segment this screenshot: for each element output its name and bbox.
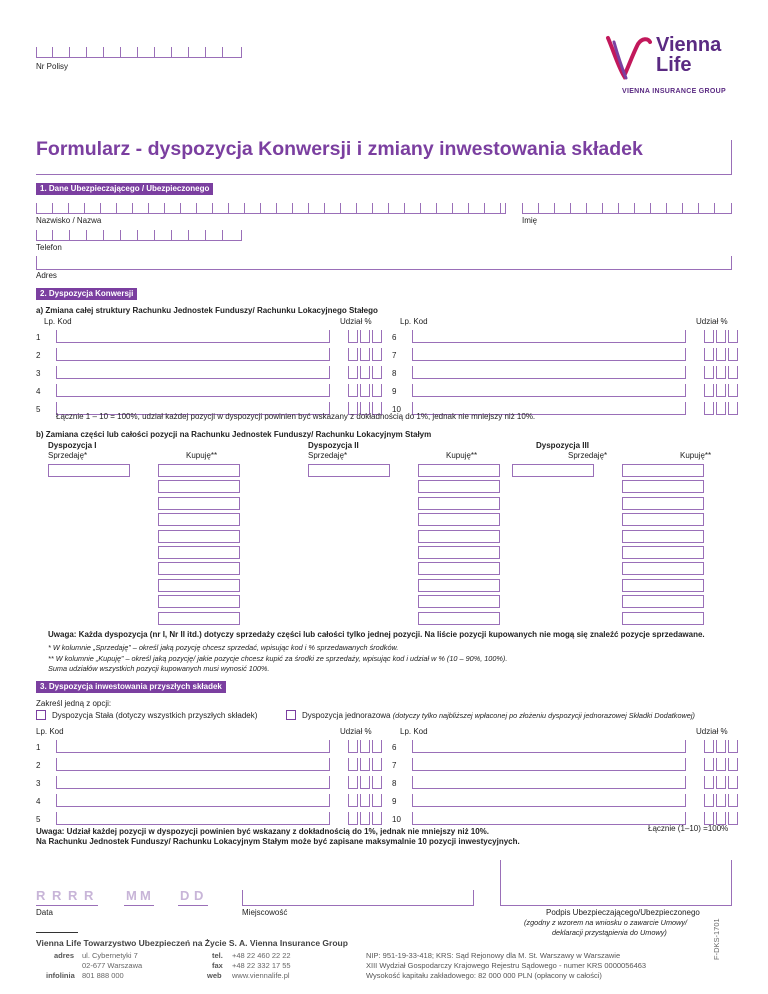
- footer-rule: [36, 932, 78, 933]
- s3-udzial-header-right: Udział %: [696, 727, 728, 736]
- s2a-row-left-4-percent-digit-3[interactable]: [372, 384, 382, 397]
- one-time-disposition-note: (dotyczy tylko najbliższej wpłaconej po złożeniu dyspozycji jednorazowej Składki Dodatkowej): [392, 711, 695, 720]
- surname-field[interactable]: [36, 200, 506, 214]
- date-char-year-1: R: [36, 888, 46, 903]
- disp3-buy-field-10[interactable]: [622, 612, 704, 625]
- s3-row-right-9-number: 9: [392, 797, 397, 806]
- s3-row-right-6-percent-digit-1[interactable]: [704, 740, 714, 753]
- disposition-3-title: Dyspozycja III: [536, 441, 589, 450]
- s2a-row-left-3-number: 3: [36, 369, 41, 378]
- disp2-buy-field-9[interactable]: [418, 595, 500, 608]
- section-2b-footnote-1: * W kolumnie „Sprzedaję” – określ jaką pozycję chcesz sprzedać, wpisując kod i % sprzedawanych środków.: [48, 643, 399, 652]
- disp1-buy-field-10[interactable]: [158, 612, 240, 625]
- disp2-buy-field-5[interactable]: [418, 530, 500, 543]
- policy-number-field[interactable]: [36, 44, 242, 58]
- s3-row-left-5-code-field[interactable]: [56, 812, 330, 825]
- s2a-row-right-8-number: 8: [392, 369, 397, 378]
- disp2-buy-field-1[interactable]: [418, 464, 500, 477]
- s3-row-left-2-number: 2: [36, 761, 41, 770]
- firstname-field[interactable]: [522, 200, 732, 214]
- s2a-row-left-3-percent-digit-2[interactable]: [360, 366, 370, 379]
- s3-row-left-1-percent-digit-3[interactable]: [372, 740, 382, 753]
- s3-row-left-4-number: 4: [36, 797, 41, 806]
- s3-row-right-7-code-field[interactable]: [412, 758, 686, 771]
- s2a-row-right-9-percent-digit-1[interactable]: [704, 384, 714, 397]
- s2a-row-left-5-number: 5: [36, 405, 41, 414]
- s3-row-right-6-code-field[interactable]: [412, 740, 686, 753]
- address-field[interactable]: [36, 256, 732, 270]
- s3-row-left-1-number: 1: [36, 743, 41, 752]
- disp3-buy-field-4[interactable]: [622, 513, 704, 526]
- s2a-row-left-1-percent-digit-2[interactable]: [360, 330, 370, 343]
- disp2-buy-field-4[interactable]: [418, 513, 500, 526]
- section-3-warning-2: Na Rachunku Jednostek Funduszy/ Rachunku Lokacyjnym Stałym może być zapisane maksymalnie 10 pozycji inwestycyjnych.: [36, 837, 520, 846]
- disp1-buy-field-3[interactable]: [158, 497, 240, 510]
- phone-label: Telefon: [36, 243, 62, 252]
- s3-row-right-9-code-field[interactable]: [412, 794, 686, 807]
- hotline-label: infolinia: [46, 971, 75, 980]
- s3-row-right-10-number: 10: [392, 815, 401, 824]
- s2a-row-right-9-number: 9: [392, 387, 397, 396]
- s2a-row-left-1-code-field[interactable]: [56, 330, 330, 343]
- web-label: web: [207, 971, 222, 980]
- s3-row-right-7-number: 7: [392, 761, 397, 770]
- disp1-buy-field-7[interactable]: [158, 562, 240, 575]
- logo-text-vienna: Vienna: [656, 34, 722, 56]
- s3-row-right-7-percent-digit-1[interactable]: [704, 758, 714, 771]
- s2a-row-right-9-percent-digit-2[interactable]: [716, 384, 726, 397]
- s2a-row-left-2-number: 2: [36, 351, 41, 360]
- date-char-day-2: D: [194, 888, 204, 903]
- s3-row-left-1-percent-digit-1[interactable]: [348, 740, 358, 753]
- disp2-buy-field-6[interactable]: [418, 546, 500, 559]
- s2a-row-right-7-code-field[interactable]: [412, 348, 686, 361]
- s3-row-left-3-number: 3: [36, 779, 41, 788]
- tel-label: tel.: [212, 951, 223, 960]
- s3-row-right-9-percent-digit-3[interactable]: [728, 794, 738, 807]
- disp2-buy-label: Kupuję**: [446, 451, 478, 460]
- s3-row-right-8-percent-digit-3[interactable]: [728, 776, 738, 789]
- s3-row-right-8-percent-digit-1[interactable]: [704, 776, 714, 789]
- logo-mark-icon: [600, 32, 652, 84]
- nip-krs-line: NIP: 951-19-33-418; KRS: Sąd Rejonowy dla M. St. Warszawy w Warszawie: [366, 951, 621, 960]
- section-1-heading: 1. Dane Ubezpieczającego / Ubezpieczonego: [36, 183, 213, 195]
- s2a-row-right-8-code-field[interactable]: [412, 366, 686, 379]
- date-field[interactable]: [36, 888, 210, 904]
- s2a-row-right-9-percent-digit-3[interactable]: [728, 384, 738, 397]
- s2a-row-right-10-percent-digit-1[interactable]: [704, 402, 714, 415]
- s3-row-right-9-percent-digit-2[interactable]: [716, 794, 726, 807]
- s3-row-left-3-percent-digit-3[interactable]: [372, 776, 382, 789]
- date-char-month-1: M: [126, 888, 137, 903]
- title-rule: [731, 140, 732, 174]
- lp-kod-header-left: Lp. Kod: [44, 317, 72, 326]
- date-char-year-3: R: [68, 888, 78, 903]
- s2a-row-left-1-percent-digit-1[interactable]: [348, 330, 358, 343]
- disp3-sell-field[interactable]: [512, 464, 594, 477]
- disp2-buy-field-7[interactable]: [418, 562, 500, 575]
- s2a-row-right-9-code-field[interactable]: [412, 384, 686, 397]
- disp2-buy-field-8[interactable]: [418, 579, 500, 592]
- firstname-label: Imię: [522, 216, 538, 225]
- section-3-heading: 3. Dyspozycja inwestowania przyszłych składek: [36, 681, 226, 693]
- s2a-row-right-6-percent-digit-1[interactable]: [704, 330, 714, 343]
- s2a-row-right-7-percent-digit-1[interactable]: [704, 348, 714, 361]
- date-char-day-1: D: [180, 888, 190, 903]
- udzial-header-right: Udział %: [696, 317, 728, 326]
- logo-text-life: Life: [656, 54, 692, 76]
- signature-note-2: deklaracji przystąpienia do Umowy): [552, 928, 667, 937]
- s3-row-left-2-percent-digit-1[interactable]: [348, 758, 358, 771]
- disp2-sell-label: Sprzedaję*: [308, 451, 348, 460]
- s3-row-right-10-code-field[interactable]: [412, 812, 686, 825]
- tel-number: +48 22 460 22 22: [232, 951, 291, 960]
- date-label: Data: [36, 908, 53, 917]
- disp3-buy-field-5[interactable]: [622, 530, 704, 543]
- place-label: Miejscowość: [242, 908, 288, 917]
- signature-label: Podpis Ubezpieczającego/Ubezpieczonego: [546, 908, 700, 917]
- disp1-buy-field-5[interactable]: [158, 530, 240, 543]
- s3-row-left-2-percent-digit-3[interactable]: [372, 758, 382, 771]
- disp3-buy-label: Kupuję**: [680, 451, 712, 460]
- s3-row-left-2-percent-digit-2[interactable]: [360, 758, 370, 771]
- signature-field[interactable]: [500, 860, 732, 906]
- s3-row-right-6-percent-digit-2[interactable]: [716, 740, 726, 753]
- date-char-year-2: R: [52, 888, 62, 903]
- s3-row-right-9-percent-digit-1[interactable]: [704, 794, 714, 807]
- disposition-2-title: Dyspozycja II: [308, 441, 359, 450]
- s3-row-right-10-percent-digit-3[interactable]: [728, 812, 738, 825]
- logo-group-text: VIENNA INSURANCE GROUP: [622, 88, 726, 95]
- disp2-buy-field-2[interactable]: [418, 480, 500, 493]
- s2a-row-left-3-percent-digit-3[interactable]: [372, 366, 382, 379]
- s3-row-left-4-percent-digit-1[interactable]: [348, 794, 358, 807]
- surname-label: Nazwisko / Nazwa: [36, 216, 102, 225]
- fax-number: +48 22 332 17 55: [232, 961, 291, 970]
- date-char-year-4: R: [84, 888, 94, 903]
- s2a-row-right-10-percent-digit-2[interactable]: [716, 402, 726, 415]
- s2a-row-left-2-percent-digit-2[interactable]: [360, 348, 370, 361]
- disp1-buy-field-1[interactable]: [158, 464, 240, 477]
- s2a-row-right-6-percent-digit-2[interactable]: [716, 330, 726, 343]
- s2a-row-right-8-percent-digit-2[interactable]: [716, 366, 726, 379]
- section-2b-footnote-2: ** W kolumnie „Kupuję” – określ jaką pozycję/ jakie pozycje chcesz kupić za środki ze sprzedaży, wpisując kod i udział w % (10 – 90%, 100%).: [48, 654, 508, 663]
- one-time-disposition-label: Dyspozycja jednorazowa (dotyczy tylko najbliższej wpłaconej po złożeniu dyspozycji jednorazowej Składki Dodatkowej): [302, 711, 695, 720]
- s3-row-left-3-percent-digit-1[interactable]: [348, 776, 358, 789]
- s2a-row-left-1-number: 1: [36, 333, 41, 342]
- section-2b-title: b) Zamiana części lub całości pozycji na Rachunku Jednostek Funduszy/ Rachunku Lokacyjnym Stałym: [36, 430, 432, 439]
- s3-lp-kod-header-right: Lp. Kod: [400, 727, 428, 736]
- s2a-row-right-10-number: 10: [392, 405, 401, 414]
- s2a-row-left-4-percent-digit-1[interactable]: [348, 384, 358, 397]
- s2a-row-left-1-percent-digit-3[interactable]: [372, 330, 382, 343]
- disp3-buy-field-1[interactable]: [622, 464, 704, 477]
- lp-kod-header-right: Lp. Kod: [400, 317, 428, 326]
- disp2-buy-field-10[interactable]: [418, 612, 500, 625]
- s3-udzial-header-left: Udział %: [340, 727, 372, 736]
- disp3-buy-field-8[interactable]: [622, 579, 704, 592]
- section-3-warning-1: Uwaga: Udział każdej pozycji w dyspozycji powinien być wskazany z dokładnością do 1%, jednak nie mniejszy niż 10%.: [36, 827, 490, 836]
- s3-row-left-4-percent-digit-3[interactable]: [372, 794, 382, 807]
- s2a-row-right-6-code-field[interactable]: [412, 330, 686, 343]
- s2a-row-left-2-percent-digit-1[interactable]: [348, 348, 358, 361]
- section-3-total: Łącznie (1–10) =100%: [648, 824, 729, 833]
- vienna-life-logo: [600, 30, 732, 100]
- s3-lp-kod-header-left: Lp. Kod: [36, 727, 64, 736]
- address-line-2: 02-677 Warszawa: [82, 961, 143, 970]
- company-name: Vienna Life Towarzystwo Ubezpieczeń na Życie S. A. Vienna Insurance Group: [36, 938, 348, 948]
- section-2b-warning: Uwaga: Każda dyspozycja (nr I, Nr II itd.) dotyczy sprzedaży części lub całości tylko jednej pozycji. Na liście pozycji kupowanych nie mogą się znaleźć pozycje sprzedawane.: [48, 630, 705, 639]
- s2a-row-right-7-percent-digit-3[interactable]: [728, 348, 738, 361]
- s3-row-right-7-percent-digit-3[interactable]: [728, 758, 738, 771]
- s2a-row-right-8-percent-digit-3[interactable]: [728, 366, 738, 379]
- s3-row-right-8-number: 8: [392, 779, 397, 788]
- choose-option-label: Zakreśl jedną z opcji:: [36, 699, 112, 708]
- address-label: Adres: [36, 271, 57, 280]
- s3-row-left-3-percent-digit-2[interactable]: [360, 776, 370, 789]
- krs-line: XIII Wydział Gospodarczy Krajowego Rejestru Sądowego - numer KRS 0000056463: [366, 961, 647, 970]
- disp3-buy-field-2[interactable]: [622, 480, 704, 493]
- section-2b-footnote-3: Suma udziałów wszystkich pozycji kupowanych musi wynosić 100%.: [48, 664, 270, 673]
- s3-row-left-5-percent-digit-1[interactable]: [348, 812, 358, 825]
- s2a-row-right-7-percent-digit-2[interactable]: [716, 348, 726, 361]
- s3-row-left-5-percent-digit-2[interactable]: [360, 812, 370, 825]
- s2a-row-left-2-code-field[interactable]: [56, 348, 330, 361]
- s3-row-left-4-percent-digit-2[interactable]: [360, 794, 370, 807]
- address-label-footer: adres: [54, 951, 75, 960]
- place-field[interactable]: [242, 890, 474, 906]
- disp1-buy-field-6[interactable]: [158, 546, 240, 559]
- s3-row-left-3-code-field[interactable]: [56, 776, 330, 789]
- fax-label: fax: [212, 961, 223, 970]
- s2a-row-left-3-code-field[interactable]: [56, 366, 330, 379]
- disp2-sell-field[interactable]: [308, 464, 390, 477]
- disp2-buy-field-3[interactable]: [418, 497, 500, 510]
- policy-label: Nr Polisy: [36, 62, 69, 71]
- disp1-buy-field-4[interactable]: [158, 513, 240, 526]
- s2a-row-left-3-percent-digit-1[interactable]: [348, 366, 358, 379]
- signature-note-1: (zgodny z wzorem na wniosku o zawarcie Umowy/: [524, 918, 688, 927]
- s2a-row-right-10-percent-digit-3[interactable]: [728, 402, 738, 415]
- disp1-buy-field-9[interactable]: [158, 595, 240, 608]
- s2a-row-left-4-code-field[interactable]: [56, 384, 330, 397]
- disp1-buy-field-8[interactable]: [158, 579, 240, 592]
- section-2-heading: 2. Dyspozycja Konwersji: [36, 288, 137, 300]
- date-char-month-2: M: [140, 888, 151, 903]
- disp1-sell-label: Sprzedaję*: [48, 451, 88, 460]
- hotline-number: 801 888 000: [82, 971, 124, 980]
- section-2a-note: Łącznie 1 – 10 = 100%, udział każdej pozycji w dyspozycji powinien być wskazany z dokładnością do 1%, jednak nie mniejszy niż 10%.: [56, 412, 536, 421]
- s2a-row-right-6-number: 6: [392, 333, 397, 342]
- s2a-row-left-2-percent-digit-3[interactable]: [372, 348, 382, 361]
- s3-row-right-8-percent-digit-2[interactable]: [716, 776, 726, 789]
- s3-row-left-5-percent-digit-3[interactable]: [372, 812, 382, 825]
- phone-field[interactable]: [36, 227, 242, 241]
- page-title: Formularz - dyspozycja Konwersji i zmiany inwestowania składek: [36, 138, 643, 160]
- s3-row-left-5-number: 5: [36, 815, 41, 824]
- disp3-buy-field-3[interactable]: [622, 497, 704, 510]
- s3-row-right-6-number: 6: [392, 743, 397, 752]
- s3-row-left-1-code-field[interactable]: [56, 740, 330, 753]
- s3-row-left-1-percent-digit-2[interactable]: [360, 740, 370, 753]
- s2a-row-right-6-percent-digit-3[interactable]: [728, 330, 738, 343]
- section-2a-title: a) Zmiana całej struktury Rachunku Jednostek Funduszy/ Rachunku Lokacyjnego Stałego: [36, 306, 378, 315]
- s3-row-left-2-code-field[interactable]: [56, 758, 330, 771]
- web-address[interactable]: www.viennalife.pl: [232, 971, 290, 980]
- form-code: F-DKS-1701: [712, 918, 721, 960]
- s3-row-right-8-code-field[interactable]: [412, 776, 686, 789]
- capital-line: Wysokość kapitału zakładowego: 82 000 000 PLN (opłacony w całości): [366, 971, 602, 980]
- standing-disposition-label: Dyspozycja Stała (dotyczy wszystkich przyszłych składek): [52, 711, 258, 720]
- s3-row-right-6-percent-digit-3[interactable]: [728, 740, 738, 753]
- s2a-row-left-4-number: 4: [36, 387, 41, 396]
- s3-row-left-4-code-field[interactable]: [56, 794, 330, 807]
- disp3-buy-field-7[interactable]: [622, 562, 704, 575]
- disp3-sell-label: Sprzedaję*: [568, 451, 608, 460]
- disposition-1-title: Dyspozycja I: [48, 441, 97, 450]
- s2a-row-left-4-percent-digit-2[interactable]: [360, 384, 370, 397]
- udzial-header-left: Udział %: [340, 317, 372, 326]
- disp1-sell-field[interactable]: [48, 464, 130, 477]
- disp1-buy-label: Kupuję**: [186, 451, 218, 460]
- disp3-buy-field-9[interactable]: [622, 595, 704, 608]
- standing-disposition-checkbox[interactable]: [36, 710, 46, 720]
- one-time-disposition-checkbox[interactable]: [286, 710, 296, 720]
- disp3-buy-field-6[interactable]: [622, 546, 704, 559]
- s2a-row-right-7-number: 7: [392, 351, 397, 360]
- address-line-1: ul. Cybernetyki 7: [82, 951, 138, 960]
- s3-row-right-7-percent-digit-2[interactable]: [716, 758, 726, 771]
- s2a-row-right-8-percent-digit-1[interactable]: [704, 366, 714, 379]
- title-rule-bottom: [36, 174, 732, 175]
- disp1-buy-field-2[interactable]: [158, 480, 240, 493]
